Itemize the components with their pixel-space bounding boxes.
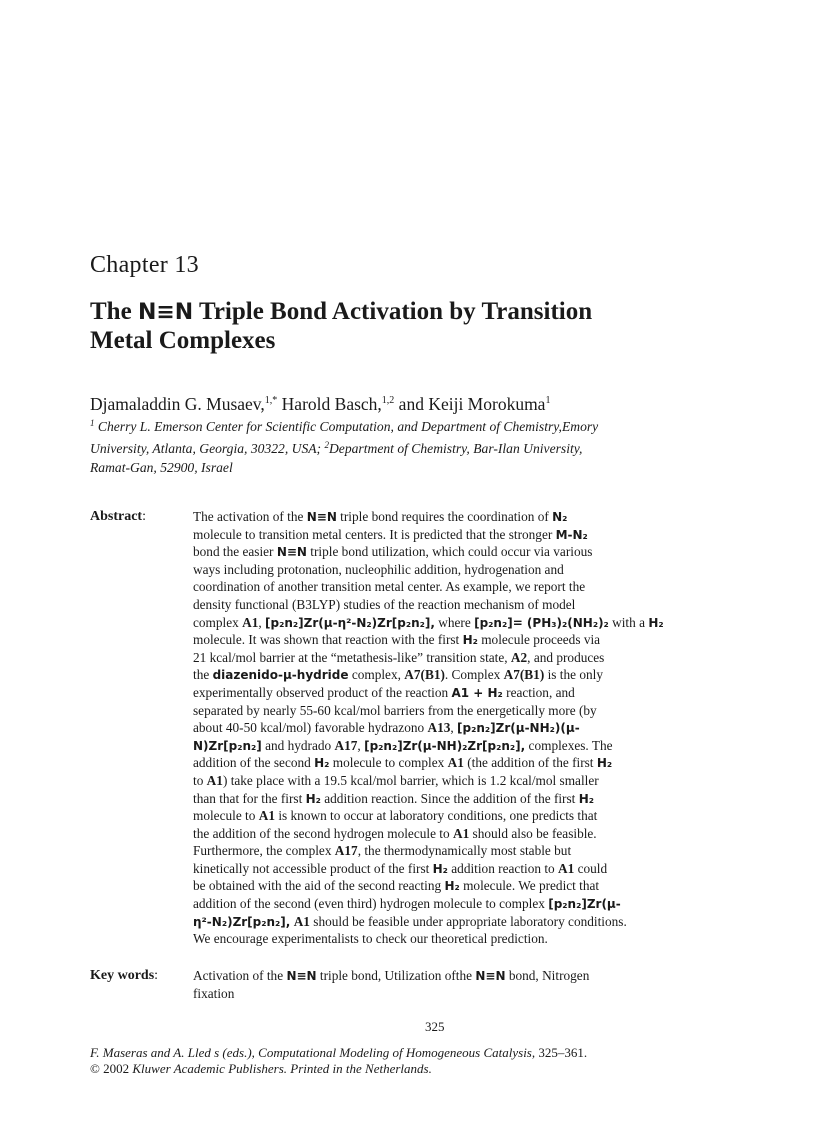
abstract-line: complex A1, [p₂n₂]Zr(μ-η²-N₂)Zr[p₂n₂], where [p₂n₂]= (PH₃)₂(NH₂)₂ with a H₂	[193, 614, 664, 630]
page-number: 325	[425, 1019, 445, 1034]
chem-formula: M-N₂	[555, 527, 588, 542]
abstract-line: density functional (B3LYP) studies of the reaction mechanism of model	[193, 596, 576, 612]
footer-publisher: Kluwer Academic Publishers. Printed in the Netherlands.	[132, 1061, 432, 1076]
abstract-line: than that for the first H₂ addition reaction. Since the addition of the first H₂	[193, 790, 594, 806]
abstract-line: coordination of another transition metal center. As example, we report the	[193, 579, 586, 595]
title-line-2: Metal Complexes	[90, 327, 276, 354]
abstract-line: molecule. It was shown that reaction with the first H₂ molecule proceeds via	[193, 632, 601, 648]
compound-label: A1	[452, 825, 470, 841]
compound-label: A1	[206, 772, 223, 788]
abstract-label: Abstract:	[90, 509, 146, 524]
chem-formula: N≡N	[276, 545, 307, 560]
chem-formula: H₂	[462, 633, 478, 648]
compound-label: A7(B1)	[404, 667, 445, 683]
chapter-heading: Chapter 13	[90, 252, 199, 278]
chem-formula: diazenido-μ-hydride	[212, 668, 349, 683]
author-affiliation-mark: 1	[545, 395, 551, 406]
chem-formula: H₂	[314, 756, 330, 771]
abstract-line: experimentally observed product of the reaction A1 + H₂ reaction, and	[193, 684, 575, 700]
affiliation-text: Department of Chemistry, Bar-Ilan University,	[328, 441, 583, 456]
compound-label: A2	[510, 649, 528, 665]
abstract-line: about 40-50 kcal/mol) favorable hydrazono A13, [p₂n₂]Zr(μ-NH₂)(μ-	[193, 720, 580, 736]
chem-formula: N≡N	[475, 969, 506, 983]
chem-formula: N₂	[552, 510, 568, 524]
chem-formula: H₂	[596, 756, 613, 771]
affiliation-text: University, Atlanta, Georgia, 30322, USA;	[90, 441, 325, 456]
abstract-line: N)Zr[p₂n₂] and hydrado A17, [p₂n₂]Zr(μ-NH)₂Zr[p₂n₂], complexes. The	[193, 737, 613, 753]
compound-label: A1	[447, 755, 464, 771]
abstract-line: kinetically not accessible product of the first H₂ addition reaction to A1 could	[193, 860, 608, 876]
abstract-line: We encourage experimentalists to check our theoretical prediction.	[193, 931, 548, 947]
abstract-line: separated by nearly 55-60 kcal/mol barriers from the energetically more (by	[193, 702, 597, 718]
abstract-line: 21 kcal/mol barrier at the “metathesis-like” transition state, A2, and produces	[193, 649, 605, 665]
abstract-line: addition of the second (even third) hydrogen molecule to complex [p₂n₂]Zr(μ-	[193, 896, 621, 912]
chem-formula: [p₂n₂]Zr(μ-	[548, 897, 621, 912]
affiliation-mark: 1	[90, 418, 95, 428]
abstract-line: the diazenido-μ-hydride complex, A7(B1). Complex A7(B1) is the only	[193, 667, 603, 683]
compound-label: A17	[334, 737, 358, 753]
abstract-line: molecule to A1 is known to occur at laboratory conditions, one predicts that	[193, 808, 598, 824]
chem-formula: N≡N	[306, 510, 337, 524]
author-name: Harold Basch,	[277, 394, 382, 414]
compound-label: A1	[558, 860, 575, 876]
abstract-line: Furthermore, the complex A17, the thermodynamically most stable but	[193, 843, 572, 859]
footer-citation: F. Maseras and A. Lled s (eds.), Computational Modeling of Homogeneous Catalysis,	[90, 1045, 536, 1060]
abstract-line: molecule to transition metal centers. It is predicted that the stronger M-N₂	[193, 526, 588, 542]
keywords-body: Activation of the N≡N triple bond, Utilization ofthe N≡N bond, Nitrogen fixation	[193, 968, 590, 1001]
compound-label: A1	[242, 614, 259, 630]
chem-formula: A1 + H₂	[451, 685, 503, 700]
abstract-line: bond the easier N≡N triple bond utilization, which could occur via various	[193, 544, 593, 560]
abstract-line: η²-N₂)Zr[p₂n₂], A1 should be feasible under appropriate laboratory conditions.	[193, 913, 627, 929]
chem-formula: η²-N₂)Zr[p₂n₂],	[193, 914, 291, 929]
author-name: and Keiji Morokuma	[394, 394, 546, 414]
footer-copyright: © 2002	[90, 1061, 133, 1076]
chem-formula: H₂	[305, 791, 321, 806]
affiliations	[90, 414, 750, 477]
title-bond-symbol: N≡N	[137, 300, 194, 325]
author-name: Djamaladdin G. Musaev,	[90, 394, 265, 414]
chem-formula: H₂	[648, 615, 664, 630]
chem-formula: H₂	[444, 879, 460, 894]
title-text: Triple Bond Activation by Transition	[193, 298, 593, 325]
title-text: The	[90, 298, 138, 325]
author-list	[90, 394, 550, 415]
affiliation-text: Ramat-Gan, 52900, Israel	[90, 460, 233, 475]
compound-label: A13	[427, 720, 451, 736]
author-affiliation-mark: 1,2	[381, 395, 395, 406]
chem-formula: H₂	[578, 791, 594, 806]
abstract-body	[193, 508, 741, 948]
affiliation-mark: 2	[324, 440, 329, 450]
footer-pages: 325–361.	[535, 1045, 588, 1060]
abstract-line: The activation of the N≡N triple bond requires the coordination of N₂	[193, 509, 568, 524]
affiliation-text: Cherry L. Emerson Center for Scientific Computation, and Department of Chemistry,Emory	[94, 419, 599, 434]
author-affiliation-mark: 1,*	[264, 395, 278, 406]
abstract-line: be obtained with the aid of the second reacting H₂ molecule. We predict that	[193, 878, 600, 894]
abstract-line: to A1) take place with a 19.5 kcal/mol barrier, which is 1.2 kcal/mol smaller	[193, 772, 599, 788]
abstract-line: ways including protonation, nucleophilic addition, hydrogenation and	[193, 561, 564, 577]
citation-footer	[90, 1045, 587, 1077]
abstract-line: addition of the second H₂ molecule to complex A1 (the addition of the first H₂	[193, 755, 613, 771]
chem-formula: [p₂n₂]Zr(μ-NH)₂Zr[p₂n₂],	[364, 738, 526, 753]
chem-formula: [p₂n₂]Zr(μ-NH₂)(μ-	[457, 721, 580, 736]
compound-label: A1	[293, 913, 310, 929]
chem-formula: H₂	[432, 861, 448, 876]
chem-formula: [p₂n₂]= (PH₃)₂(NH₂)₂	[474, 615, 609, 630]
compound-label: A1	[258, 808, 275, 824]
compound-label: A17	[334, 843, 358, 859]
compound-label: A7(B1)	[503, 667, 545, 683]
abstract-line: the addition of the second hydrogen molecule to A1 should also be feasible.	[193, 825, 597, 841]
chapter-title	[90, 298, 770, 355]
chem-formula: N)Zr[p₂n₂]	[193, 738, 262, 753]
chem-formula: N≡N	[286, 969, 317, 983]
chem-formula: [p₂n₂]Zr(μ-η²-N₂)Zr[p₂n₂],	[265, 615, 435, 630]
keywords-label: Key words:	[90, 968, 159, 983]
